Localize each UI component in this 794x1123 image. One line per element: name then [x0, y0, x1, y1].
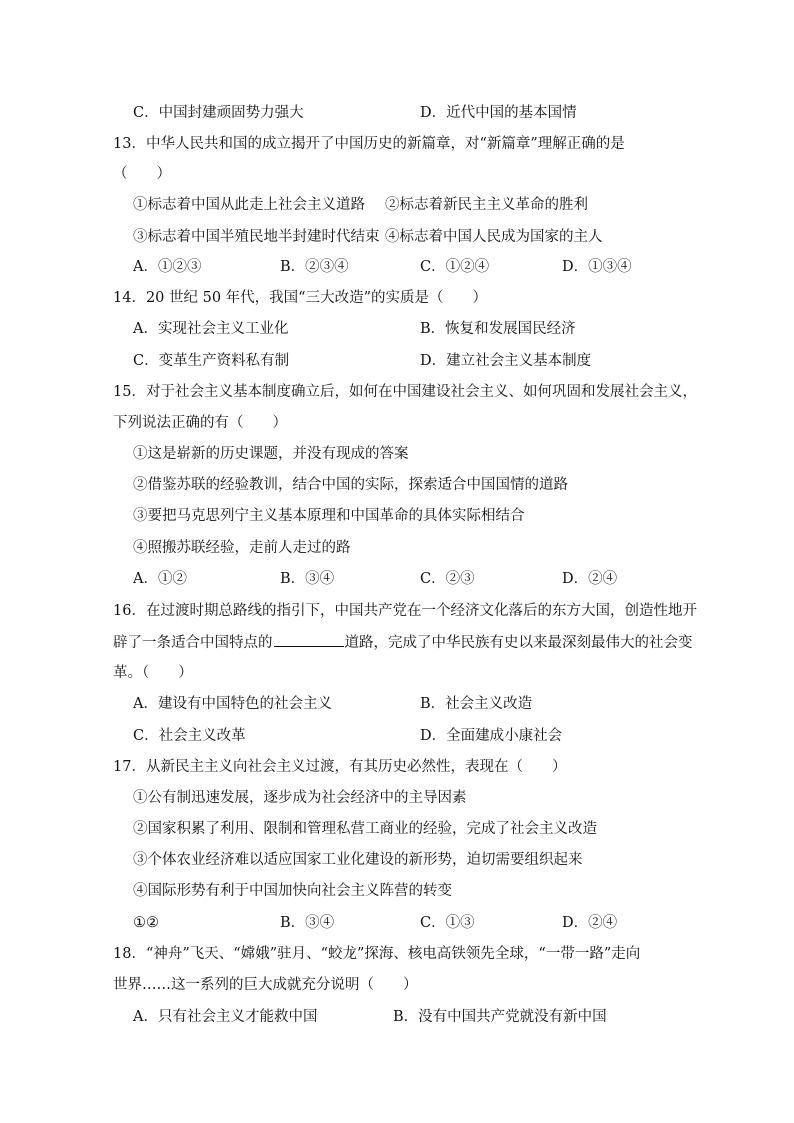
q13-statement-3: ③标志着中国半殖民地半封建时代结束 [133, 229, 380, 245]
q12-option-c: C．中国封建顽固势力强大 [133, 105, 304, 121]
q15-statement-1: ①这是崭新的历史课题，并没有现成的答案 [133, 446, 409, 462]
q12-option-d: D．近代中国的基本国情 [420, 105, 577, 121]
q13-option-d: D．①③④ [562, 259, 632, 275]
q13-statement-2: ②标志着新民主主义革命的胜利 [385, 197, 588, 213]
q15-option-a: A．①② [133, 571, 187, 587]
q18-option-a: A．只有社会主义才能救中国 [133, 1009, 318, 1025]
q17-option-a: ①② [133, 915, 159, 931]
q16-stem-line3: 革。（ ） [113, 665, 193, 681]
q17-statement-2: ②国家积累了利用、限制和管理私营工商业的经验，完成了社会主义改造 [133, 821, 597, 837]
q16-stem-line2-pre: 辟了一条适合中国特点的 [113, 635, 273, 651]
q15-statement-4: ④照搬苏联经验，走前人走过的路 [133, 540, 351, 556]
q14-option-d: D．建立社会主义基本制度 [420, 353, 592, 369]
q17-statement-3: ③个体农业经济难以适应国家工业化建设的新形势，迫切需要组织起来 [133, 852, 583, 868]
q17-stem: 17．从新民主主义向社会主义过渡，有其历史必然性，表现在（ ） [113, 759, 567, 775]
q15-option-c: C．②③ [420, 571, 475, 587]
q13-stem-line1: 13．中华人民共和国的成立揭开了中国历史的新篇章，对“新篇章”理解正确的是 [113, 136, 625, 152]
q17-option-c: C．①③ [420, 915, 475, 931]
q14-option-c: C．变革生产资料私有制 [133, 353, 290, 369]
q14-stem: 14．20 世纪 50 年代，我国“三大改造”的实质是（ ） [113, 290, 488, 306]
q18-stem-line1: 18．“神舟”飞天、“嫦娥”驻月、“蛟龙”探海、核电高铁领先全球，“一带一路”走向 [113, 946, 641, 962]
q13-option-a: A．①②③ [133, 259, 202, 275]
q13-option-b: B．②③④ [280, 259, 349, 275]
q16-fill-blank [274, 632, 344, 647]
q15-option-d: D．②④ [562, 571, 618, 587]
q15-statement-3: ③要把马克思列宁主义基本原理和中国革命的具体实际相结合 [133, 508, 525, 524]
q15-option-b: B．③④ [280, 571, 335, 587]
q17-option-d: D．②④ [562, 915, 618, 931]
q17-statement-4: ④国际形势有利于中国加快向社会主义阵营的转变 [133, 883, 452, 899]
q16-option-b: B．社会主义改造 [420, 696, 533, 712]
q16-option-d: D．全面建成小康社会 [420, 728, 563, 744]
q13-stem-line2: （ ） [113, 166, 171, 182]
q13-option-c: C．①②④ [420, 259, 490, 275]
q13-statement-1: ①标志着中国从此走上社会主义道路 [133, 197, 365, 213]
q16-stem-line2-post: 道路，完成了中华民族有史以来最深刻最伟大的社会变 [344, 635, 693, 651]
q16-stem-line1: 16．在过渡时期总路线的指引下，中国共产党在一个经济文化落后的东方大国，创造性地开 [113, 603, 697, 619]
q14-option-a: A．实现社会主义工业化 [133, 321, 289, 337]
q16-option-c: C．社会主义改革 [133, 728, 246, 744]
q16-stem-line2 [113, 632, 693, 653]
q17-option-b: B．③④ [280, 915, 335, 931]
q15-statement-2: ②借鉴苏联的经验教训，结合中国的实际，探索适合中国国情的道路 [133, 477, 568, 493]
q18-stem-line2: 世界……这一系列的巨大成就充分说明（ ） [113, 977, 418, 993]
q16-option-a: A．建设有中国特色的社会主义 [133, 696, 332, 712]
q18-option-b: B．没有中国共产党就没有新中国 [393, 1009, 607, 1025]
q13-statement-4: ④标志着中国人民成为国家的主人 [385, 229, 603, 245]
q15-stem-line1: 15．对于社会主义基本制度确立后，如何在中国建设社会主义、如何巩固和发展社会主义， [113, 384, 697, 400]
q15-stem-line2: 下列说法正确的有（ ） [113, 415, 287, 431]
q17-statement-1: ①公有制迅速发展，逐步成为社会经济中的主导因素 [133, 790, 467, 806]
q14-option-b: B．恢复和发展国民经济 [420, 321, 576, 337]
